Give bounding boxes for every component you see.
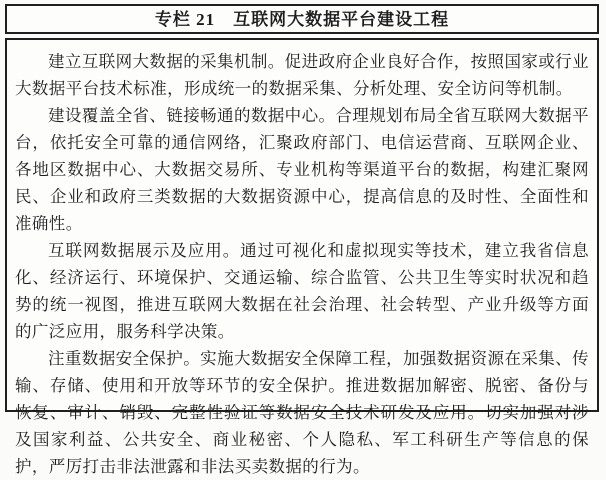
body-paragraph-display-application: 互联网数据展示及应用。通过可视化和虚拟现实等技术，建立我省信息化、经济运行、环境保护、交通运输、综合监管、公共卫生等实时状况和趋势的统一视图，推进互联网大数据在社会治理、社会转型、产业升级等方面的广泛应用，服务科学决策。 (15, 241, 589, 341)
body-paragraph-data-center: 建设覆盖全省、链接畅通的数据中心。合理规划布局全省互联网大数据平台，依托安全可靠的通信网络，汇聚政府部门、电信运营商、互联网企业、各地区数据中心、大数据交易所、专业机构等渠道平台的数据，构建汇聚网民、企业和政府三类数据的大数据资源中心，提高信息的及时性、全面性和准确性。 (15, 106, 589, 233)
document-panel (5, 4, 599, 476)
body-paragraph-data-security: 注重数据安全保护。实施大数据安全保障工程，加强数据资源在采集、传输、存储、使用和开放等环节的安全保护。推进数据加解密、脱密、备份与恢复、审计、销毁、完整性验证等数据安全技术研发及应用。切实加强对涉及国家利益、公共安全、商业秘密、个人隐私、军工科研生产等信息的保护，严厉打击非法泄露和非法买卖数据的行为。 (15, 349, 589, 476)
panel-title: 专栏 21 互联网大数据平台建设工程 (154, 9, 450, 29)
body-paragraph-collection-mechanism: 建立互联网大数据的采集机制。促进政府企业良好合作，按照国家或行业大数据平台技术标准，形成统一的数据采集、分析处理、安全访问等机制。 (15, 52, 589, 98)
panel-title-box (5, 4, 599, 34)
panel-body (5, 38, 599, 476)
